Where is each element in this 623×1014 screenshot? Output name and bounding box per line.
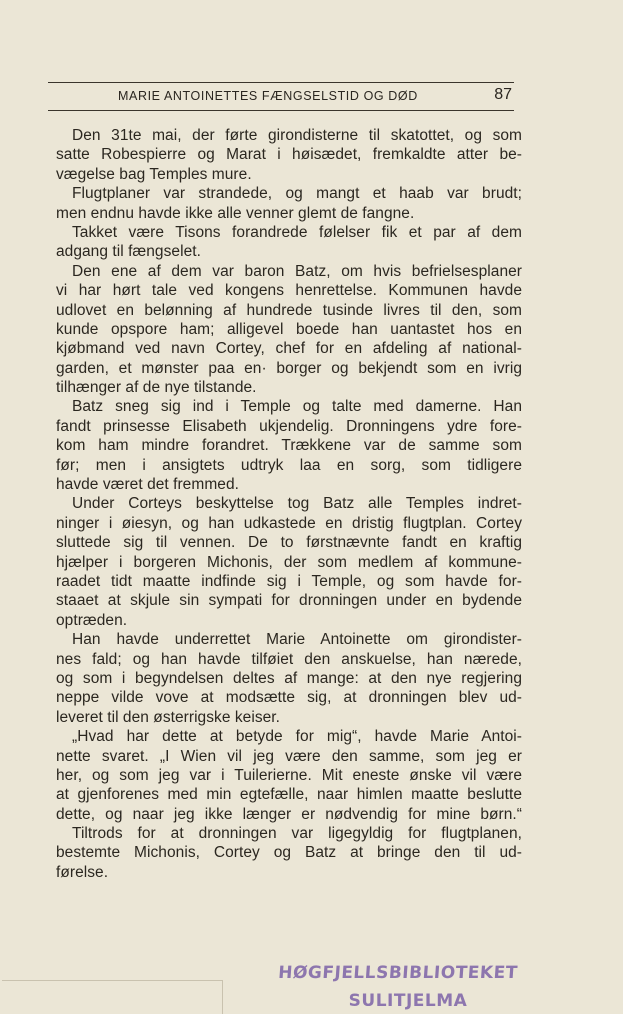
text-line: hjælper i borgeren Michonis, der som medlem af kommune-	[56, 553, 522, 571]
text-line: Den ene af dem var baron Batz, om hvis befrielsesplaner	[72, 262, 522, 280]
text-line: nette svaret. „I Wien vil jeg være den samme, som jeg er	[56, 747, 522, 765]
text-line: udlovet en belønning af hundrede tusinde livres til den, som	[56, 301, 522, 319]
header-rule-top	[48, 82, 514, 83]
text-line: leveret til den østerrigske keiser.	[56, 708, 281, 726]
text-line: Flugtplaner var strandede, og mangt et haab var brudt;	[72, 185, 522, 203]
text-line: tilhænger af de nye tilstande.	[56, 379, 257, 397]
text-line: dette, og naar jeg ikke længer er nødvendig for mine børn.“	[56, 805, 522, 823]
text-line: optræden.	[56, 611, 128, 629]
text-line: kunde opspore ham; alligevel boede han uantastet hos en	[56, 320, 522, 338]
text-line: førelse.	[56, 863, 109, 881]
text-line: Batz sneg sig ind i Temple og talte med damerne. Han	[72, 398, 522, 416]
text-line: fandt prinsesse Elisabeth ukjendelig. Dronningens ydre fore-	[56, 417, 522, 435]
text-line: bestemte Michonis, Cortey og Batz at bringe den til ud-	[56, 844, 522, 862]
text-line: her, og som jeg var i Tuilerierne. Mit eneste ønske vil være	[56, 766, 522, 784]
text-line: Under Corteys beskyttelse tog Batz alle Temples indret-	[72, 495, 522, 513]
text-line: adgang til fængselet.	[56, 243, 201, 261]
library-stamp	[278, 962, 518, 1012]
text-line: at gjenforenes med min egtefælle, naar himlen maatte beslutte	[56, 786, 522, 804]
text-line: „Hvad har dette at betyde for mig“, havde Marie Antoi-	[72, 728, 522, 746]
text-line: staaet at skjule sin sympati for dronningen under en bydende	[56, 592, 522, 610]
text-line: Den 31te mai, der førte girondisterne til skatottet, og som	[72, 127, 522, 144]
running-head	[48, 86, 514, 108]
text-line: men endnu havde ikke alle venner glemt de fangne.	[56, 204, 415, 222]
text-line: vægelse bag Temples mure.	[56, 165, 252, 183]
text-line: før; men i ansigtets udtryk laa en sorg, som tidligere	[56, 456, 522, 474]
stamp-line-2: SULITJELMA	[348, 991, 468, 1011]
text-line: sluttede sig til vennen. De to førstnævnte fandt en kraftig	[56, 534, 522, 552]
body-text	[56, 126, 522, 882]
text-line: Takket være Tisons forandrede følelser fik et par af dem	[72, 223, 522, 241]
text-line: og som i begyndelsen deltes af mange: at den nye regjering	[56, 669, 522, 687]
text-line: vi har hørt tale ved kongens henrettelse. Kommunen havde	[56, 282, 522, 300]
stamp-line-1: HØGFJELLSBIBLIOTEKET	[277, 963, 519, 983]
text-line: Han havde underrettet Marie Antoinette om girondister-	[72, 631, 522, 649]
text-line: kom ham mindre forandret. Trækkene var de samme som	[56, 437, 522, 455]
page-number: 87	[494, 86, 512, 103]
text-line: garden, et mønster paa en· borger og bekjendt som en ivrig	[56, 359, 522, 377]
text-line: raadet tidt maatte indfinde sig i Temple, og som havde for-	[56, 572, 522, 590]
text-line: ninger i øiesyn, og han udkastede en dristig flugtplan. Cortey	[56, 514, 522, 532]
text-line: nes fald; og han havde tilføiet den anskuelse, han nærede,	[56, 650, 522, 668]
header-rule-bottom	[48, 110, 514, 111]
page-edge-mark	[2, 980, 223, 1014]
running-head-title: MARIE ANTOINETTES FÆNGSELSTID OG DØD	[118, 89, 418, 103]
text-line: havde været det fremmed.	[56, 476, 239, 494]
text-line: kjøbmand ved navn Cortey, chef for en afdeling af national-	[56, 340, 522, 358]
text-line: satte Robespierre og Marat i høisædet, fremkaldte atter be-	[56, 146, 522, 164]
text-line: Tiltrods for at dronningen var ligegyldig for flugtplanen,	[72, 825, 522, 843]
text-line: neppe vilde vove at modsætte sig, at dronningen blev ud-	[56, 689, 522, 707]
